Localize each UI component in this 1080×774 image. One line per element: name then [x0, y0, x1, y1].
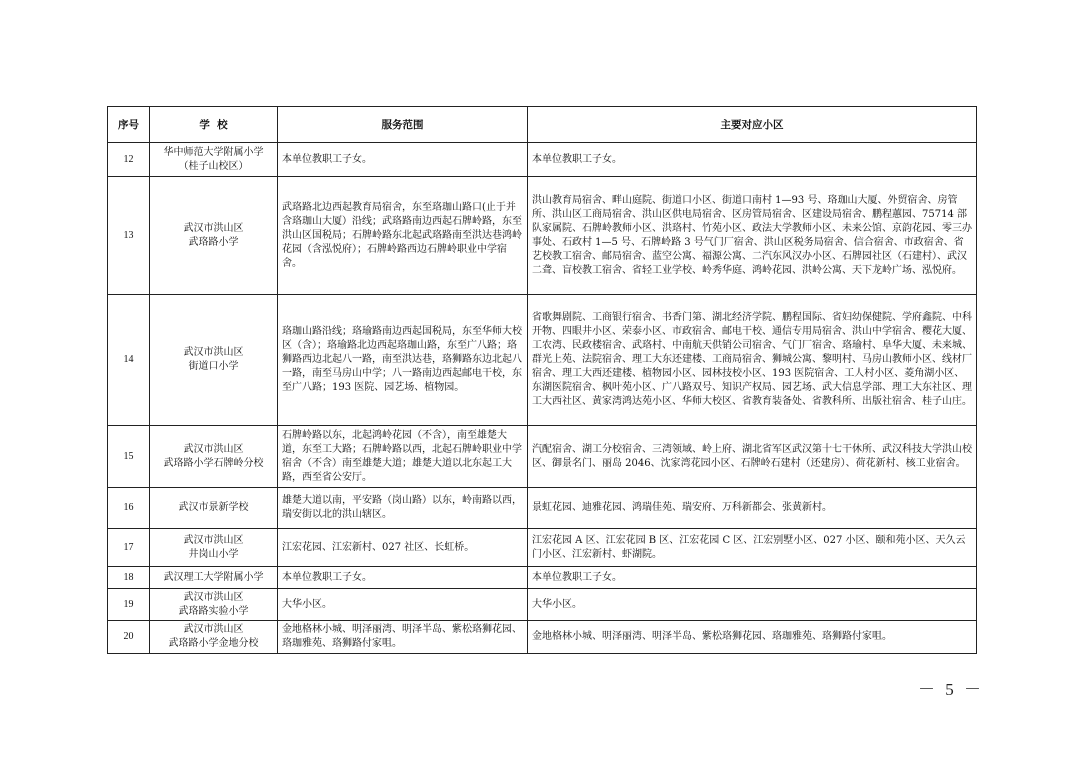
school-name: 武汉市洪山区 武珞路实验小学 — [150, 589, 278, 621]
row-number: 15 — [108, 426, 150, 488]
communities: 本单位教职工子女。 — [528, 143, 977, 177]
communities: 大华小区。 — [528, 589, 977, 621]
row-number: 17 — [108, 529, 150, 567]
table-row — [108, 589, 977, 621]
service-scope: 雄楚大道以南，平安路（岗山路）以东，岭南路以西，瑞安街以北的洪山辖区。 — [278, 488, 528, 529]
page-number: － 5 － — [918, 680, 984, 699]
communities: 江宏花园 A 区、江宏花园 B 区、江宏花园 C 区、江宏别墅小区、027 小区、颐和苑小区、天久云门小区、江宏新村、虾湖院。 — [528, 529, 977, 567]
table-row — [108, 529, 977, 567]
school-district-table — [107, 106, 977, 654]
row-number: 19 — [108, 589, 150, 621]
school-name: 武汉市洪山区 武珞路小学 — [150, 177, 278, 295]
table-row — [108, 177, 977, 295]
school-name: 武汉市洪山区 街道口小学 — [150, 295, 278, 426]
communities: 金地格林小城、明泽丽湾、明泽半岛、紫松珞狮花园、珞珈雅苑、珞狮路付家咀。 — [528, 621, 977, 654]
row-number: 12 — [108, 143, 150, 177]
header-communities: 主要对应小区 — [528, 107, 977, 143]
table-row — [108, 488, 977, 529]
table-row — [108, 567, 977, 589]
service-scope: 大华小区。 — [278, 589, 528, 621]
school-name: 武汉理工大学附属小学 — [150, 567, 278, 589]
communities: 本单位教职工子女。 — [528, 567, 977, 589]
communities: 景虹花园、迪雅花园、鸿瑞佳苑、瑞安府、万科新都会、张黄新村。 — [528, 488, 977, 529]
row-number: 20 — [108, 621, 150, 654]
table-row — [108, 426, 977, 488]
communities: 汽配宿舍、湖工分校宿舍、三湾领域、岭上府、湖北省军区武汉第十七干休所、武汉科技大学洪山校区、御景名门、丽岛 2046、沈家湾花园小区、石牌岭石建村（还建房）、荷花新村、核工业宿舍。 — [528, 426, 977, 488]
header-school: 学 校 — [150, 107, 278, 143]
school-name: 武汉市洪山区 武珞路小学石牌岭分校 — [150, 426, 278, 488]
service-scope: 珞珈山路沿线；珞瑜路南边西起国税局，东至华师大校区（含）；珞瑜路北边西起珞珈山路，东至广八路；珞狮路西边北起八一路，南至洪达巷，珞狮路东边北起八一路，南至马房山中学；八一路南边西起邮电干校，东至广八路；193 医院、园艺场、植物园。 — [278, 295, 528, 426]
table-row — [108, 621, 977, 654]
header-serial: 序号 — [108, 107, 150, 143]
service-scope: 石牌岭路以东，北起鸿岭花园（不含），南至雄楚大道，东至工大路；石牌岭路以西，北起石牌岭职业中学宿舍（不含）南至雄楚大道；雄楚大道以北东起工大路，西至省公安厅。 — [278, 426, 528, 488]
table-row — [108, 295, 977, 426]
row-number: 16 — [108, 488, 150, 529]
service-scope: 武珞路北边西起教育局宿舍，东至珞珈山路口(止于并含珞珈山大厦）沿线；武珞路南边西起石牌岭路，东至洪山区国税局；石牌岭路东北起武珞路南至洪达巷鸿岭花园（含泓悦府）；石牌岭路西边石牌岭职业中学宿舍。 — [278, 177, 528, 295]
school-name: 武汉市景新学校 — [150, 488, 278, 529]
service-scope: 本单位教职工子女。 — [278, 567, 528, 589]
school-name: 武汉市洪山区 武珞路小学金地分校 — [150, 621, 278, 654]
service-scope: 本单位教职工子女。 — [278, 143, 528, 177]
communities: 洪山教育局宿舍、畔山庭院、街道口小区、街道口南村 1—93 号、珞珈山大厦、外贸宿舍、房管所、洪山区工商局宿舍、洪山区供电局宿舍、区房管局宿舍、区建设局宿舍、鹏程蕙园、75714 部队家属院、石牌岭教师小区、洪珞村、竹苑小区、政法大学教师小区、未来公馆、京韵花园、零三办事处、石政村 1—5 号、石牌岭路 3 号气门厂宿舍、洪山区税务局宿舍、信合宿舍、市政宿舍、省艺校教工宿舍、邮局宿舍、蓝空公寓、福源公寓、二汽东风汉办小区、石牌园社区（石建村）、武汉二聋、盲校教工宿舍、省轻工业学校、岭秀华庭、鸿岭花园、洪岭公寓、天下龙岭广场、泓悦府。 — [528, 177, 977, 295]
row-number: 18 — [108, 567, 150, 589]
service-scope: 金地格林小城、明泽丽湾、明泽半岛、紫松珞狮花园、珞珈雅苑、珞狮路付家咀。 — [278, 621, 528, 654]
school-name: 华中师范大学附属小学（桂子山校区） — [150, 143, 278, 177]
header-service-scope: 服务范围 — [278, 107, 528, 143]
school-name: 武汉市洪山区 井岗山小学 — [150, 529, 278, 567]
table-header-row — [108, 107, 977, 143]
table-row — [108, 143, 977, 177]
service-scope: 江宏花园、江宏新村、027 社区、长虹桥。 — [278, 529, 528, 567]
row-number: 13 — [108, 177, 150, 295]
communities: 省歌舞剧院、工商银行宿舍、书香门第、湖北经济学院、鹏程国际、省妇幼保健院、学府鑫院、中科开物、四眼井小区、荣泰小区、市政宿舍、邮电干校、通信专用局宿舍、洪山中学宿舍、樱花大厦、工农湾、民政楼宿舍、武珞村、中南航天供销公司宿舍、气门厂宿舍、珞瑜村、阜华大厦、未来城、群光上苑、法院宿舍、理工大东还建楼、工商局宿舍、狮城公寓、黎明村、马房山教师小区、线材厂宿舍、理工大西还建楼、植物园小区、园林技校小区、193 医院宿舍、工人村小区、菱角湖小区、东湖医院宿舍、枫叶苑小区、广八路双号、知识产权局、园艺场、武大信息学部、理工大东社区、理工大西社区、黄家湾鸿达苑小区、华师大校区、省教育装备处、省教科所、出版社宿舍、桂子山庄。 — [528, 295, 977, 426]
row-number: 14 — [108, 295, 150, 426]
